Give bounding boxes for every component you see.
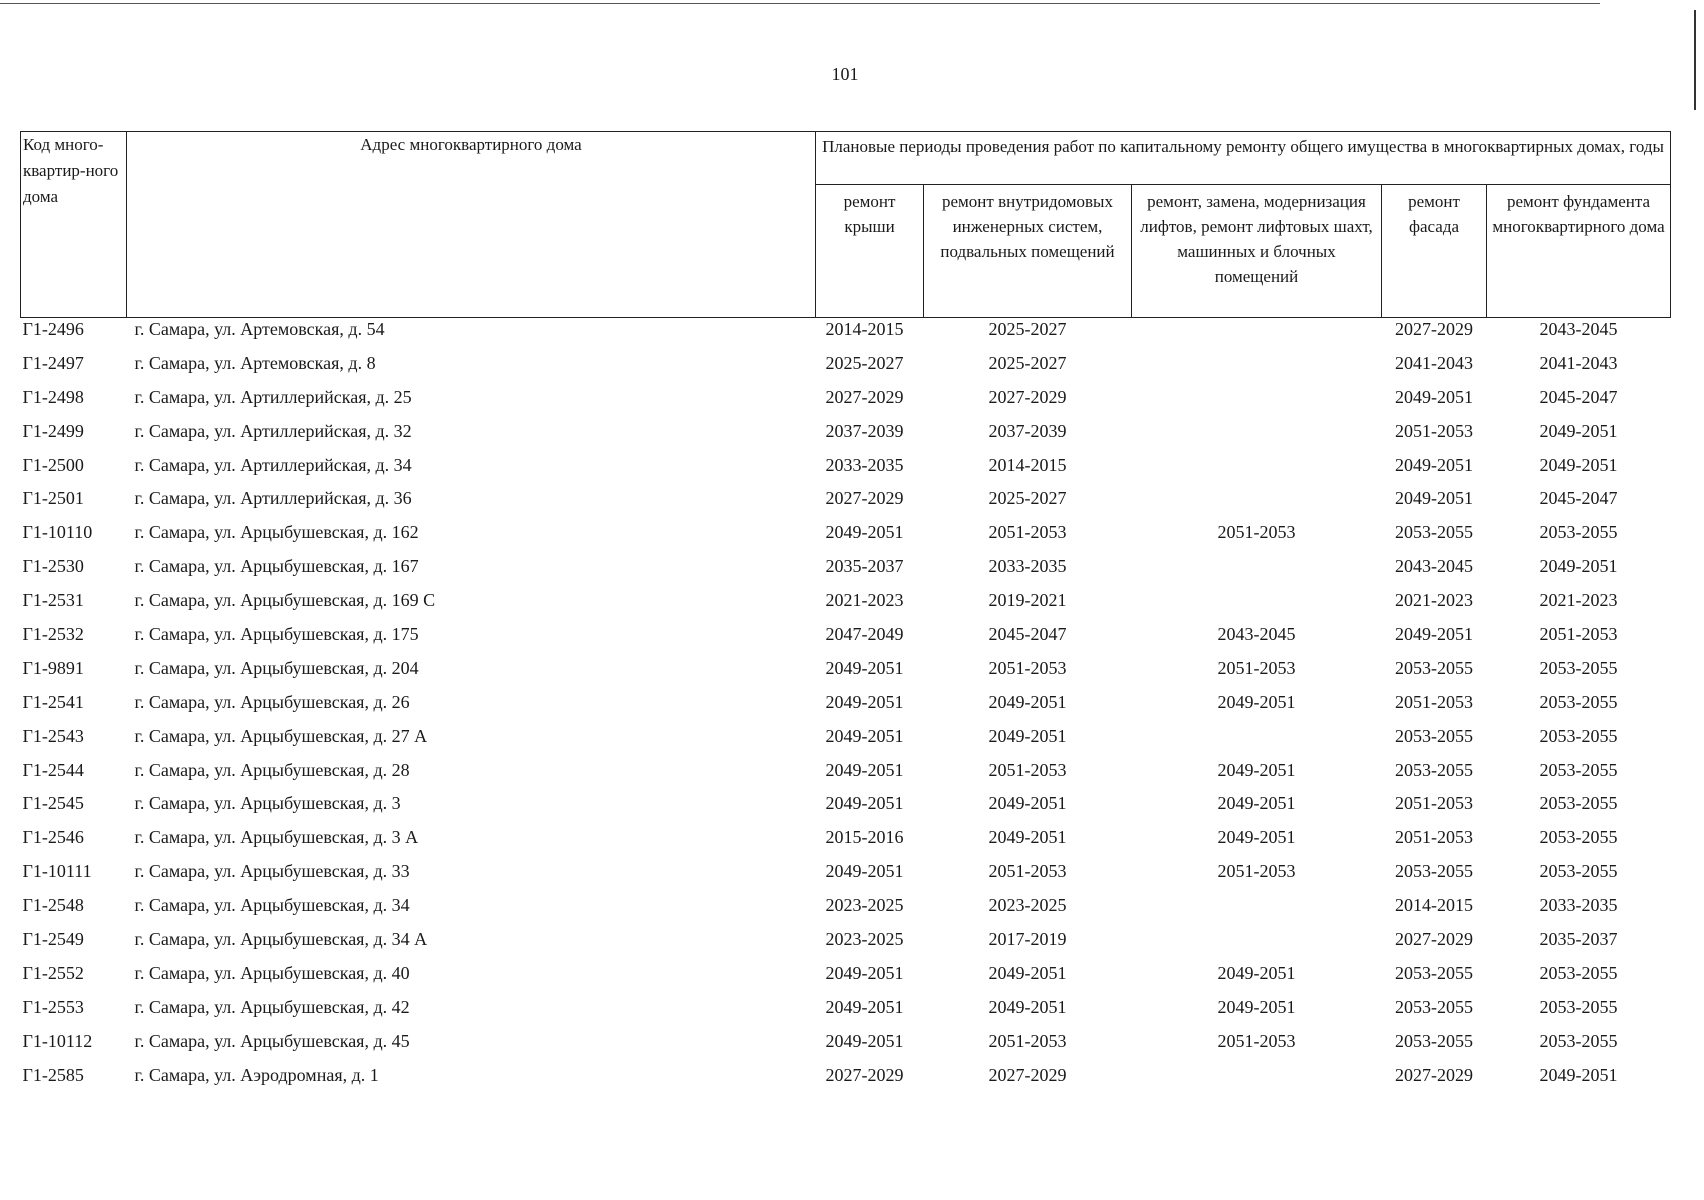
table-row: [21, 487, 1671, 521]
cell-elevators: [1132, 386, 1382, 420]
cell-elevators: 2049-2051: [1217, 793, 1296, 814]
cell-internal-systems: 2051-2053: [988, 522, 1067, 543]
cell-facade: 2021-2023: [1395, 590, 1473, 611]
cell-facade: 2027-2029: [1395, 929, 1473, 950]
cell-address: г. Самара, ул. Арцыбушевская, д. 169 С: [134, 590, 436, 611]
cell-facade: 2051-2053: [1395, 793, 1473, 814]
cell-elevators: 2051-2053: [1217, 1030, 1296, 1051]
cell-foundation: 2043-2045: [1539, 319, 1618, 339]
cell-code: Г1-10111: [22, 861, 92, 882]
cell-foundation: 2053-2055: [1539, 793, 1618, 814]
cell-code: Г1-10112: [22, 1030, 93, 1051]
cell-code: Г1-2552: [22, 962, 84, 983]
cell-foundation: 2021-2023: [1539, 590, 1618, 611]
cell-elevators: 2051-2053: [1217, 522, 1296, 543]
cell-code: Г1-2532: [22, 624, 84, 645]
cell-roof: 2049-2051: [825, 657, 904, 678]
table-row: [21, 1064, 1671, 1098]
table-row: [21, 657, 1671, 691]
header-code: Код много-квартир-ного дома: [21, 132, 127, 318]
cell-internal-systems: 2025-2027: [988, 488, 1067, 509]
cell-code: Г1-10110: [22, 522, 93, 543]
cell-facade: 2014-2015: [1395, 895, 1473, 916]
cell-facade: 2049-2051: [1395, 624, 1473, 645]
cell-roof: 2014-2015: [825, 319, 904, 339]
table-header: [21, 132, 1671, 318]
repair-schedule-table: [20, 131, 1671, 1097]
cell-facade: 2053-2055: [1395, 522, 1473, 543]
cell-facade: 2043-2045: [1395, 556, 1473, 577]
cell-code: Г1-2500: [22, 454, 84, 475]
header-row-top: [21, 132, 1671, 185]
cell-elevators: [1132, 487, 1382, 521]
table-row: [21, 792, 1671, 826]
cell-address: г. Самара, ул. Артемовская, д. 8: [134, 352, 376, 373]
cell-address: г. Самара, ул. Арцыбушевская, д. 3: [134, 793, 401, 814]
table-row: [21, 996, 1671, 1030]
cell-code: Г1-2553: [22, 996, 84, 1017]
cell-elevators: [1132, 454, 1382, 488]
table-row: [21, 454, 1671, 488]
cell-foundation: 2053-2055: [1539, 996, 1618, 1017]
cell-code: Г1-2497: [22, 352, 84, 373]
table-row: [21, 589, 1671, 623]
cell-code: Г1-2530: [22, 556, 84, 577]
cell-internal-systems: 2017-2019: [988, 929, 1067, 950]
cell-foundation: 2049-2051: [1539, 420, 1618, 441]
cell-facade: 2051-2053: [1395, 420, 1473, 441]
table-row: [21, 826, 1671, 860]
cell-internal-systems: 2051-2053: [988, 657, 1067, 678]
cell-foundation: 2053-2055: [1539, 861, 1618, 882]
cell-address: г. Самара, ул. Арцыбушевская, д. 204: [134, 657, 419, 678]
cell-address: г. Самара, ул. Арцыбушевская, д. 28: [134, 759, 410, 780]
cell-roof: 2049-2051: [825, 759, 904, 780]
cell-roof: 2049-2051: [825, 962, 904, 983]
cell-address: г. Самара, ул. Аэродромная, д. 1: [134, 1064, 379, 1085]
cell-address: г. Самара, ул. Артиллерийская, д. 36: [134, 488, 412, 509]
cell-roof: 2015-2016: [825, 827, 904, 848]
cell-elevators: 2043-2045: [1217, 624, 1296, 645]
header-roof: ремонт крыши: [816, 185, 924, 318]
cell-address: г. Самара, ул. Артиллерийская, д. 25: [134, 386, 412, 407]
cell-facade: 2053-2055: [1395, 657, 1473, 678]
cell-internal-systems: 2049-2051: [988, 793, 1067, 814]
cell-internal-systems: 2051-2053: [988, 861, 1067, 882]
cell-address: г. Самара, ул. Артиллерийская, д. 34: [134, 454, 412, 475]
cell-elevators: [1132, 1064, 1382, 1098]
cell-elevators: [1132, 894, 1382, 928]
top-rule: [0, 3, 1600, 4]
cell-elevators: 2051-2053: [1217, 657, 1296, 678]
cell-foundation: 2053-2055: [1539, 657, 1618, 678]
cell-facade: 2049-2051: [1395, 454, 1473, 475]
table-body: [21, 318, 1671, 1098]
cell-facade: 2053-2055: [1395, 962, 1473, 983]
page-number: 101: [831, 64, 859, 84]
cell-code: Г1-2545: [22, 793, 84, 814]
cell-roof: 2037-2039: [825, 420, 904, 441]
cell-address: г. Самара, ул. Арцыбушевская, д. 175: [134, 624, 419, 645]
cell-roof: 2027-2029: [825, 1064, 904, 1085]
cell-internal-systems: 2037-2039: [988, 420, 1067, 441]
table-row: [21, 386, 1671, 420]
cell-internal-systems: 2045-2047: [988, 624, 1067, 645]
table-row: [21, 352, 1671, 386]
scan-edge-mark: [1694, 10, 1696, 110]
cell-code: Г1-2499: [22, 420, 84, 441]
cell-internal-systems: 2025-2027: [988, 352, 1067, 373]
cell-internal-systems: 2027-2029: [988, 386, 1067, 407]
table-row: [21, 623, 1671, 657]
cell-foundation: 2033-2035: [1539, 895, 1618, 916]
cell-internal-systems: 2051-2053: [988, 1030, 1067, 1051]
cell-facade: 2053-2055: [1395, 725, 1473, 746]
cell-roof: 2049-2051: [825, 996, 904, 1017]
cell-internal-systems: 2049-2051: [988, 725, 1067, 746]
cell-facade: 2027-2029: [1395, 319, 1473, 339]
cell-foundation: 2053-2055: [1539, 759, 1618, 780]
cell-foundation: 2053-2055: [1539, 962, 1618, 983]
cell-facade: 2027-2029: [1395, 1064, 1473, 1085]
cell-roof: 2035-2037: [825, 556, 904, 577]
cell-code: Г1-2541: [22, 691, 84, 712]
cell-code: Г1-2498: [22, 386, 84, 407]
cell-foundation: 2035-2037: [1539, 929, 1618, 950]
cell-facade: 2053-2055: [1395, 861, 1473, 882]
cell-roof: 2033-2035: [825, 454, 904, 475]
header-elevators: ремонт, замена, модернизация лифтов, ремонт лифтовых шахт, машинных и блочных помещений: [1132, 185, 1382, 318]
cell-code: Г1-9891: [22, 657, 84, 678]
cell-foundation: 2045-2047: [1539, 386, 1618, 407]
table-row: [21, 691, 1671, 725]
table-row: [21, 420, 1671, 454]
cell-facade: 2041-2043: [1395, 352, 1473, 373]
cell-foundation: 2053-2055: [1539, 691, 1618, 712]
cell-code: Г1-2585: [22, 1064, 84, 1085]
cell-roof: 2025-2027: [825, 352, 904, 373]
cell-elevators: [1132, 725, 1382, 759]
cell-internal-systems: 2049-2051: [988, 691, 1067, 712]
cell-code: Г1-2501: [22, 488, 84, 509]
cell-elevators: [1132, 318, 1382, 352]
cell-address: г. Самара, ул. Арцыбушевская, д. 33: [134, 861, 410, 882]
cell-address: г. Самара, ул. Арцыбушевская, д. 34: [134, 895, 410, 916]
cell-internal-systems: 2049-2051: [988, 962, 1067, 983]
cell-address: г. Самара, ул. Арцыбушевская, д. 162: [134, 522, 419, 543]
cell-foundation: 2049-2051: [1539, 556, 1618, 577]
cell-internal-systems: 2033-2035: [988, 556, 1067, 577]
cell-roof: 2027-2029: [825, 386, 904, 407]
cell-foundation: 2053-2055: [1539, 522, 1618, 543]
cell-elevators: 2049-2051: [1217, 759, 1296, 780]
table-row: [21, 725, 1671, 759]
cell-address: г. Самара, ул. Артемовская, д. 54: [134, 319, 385, 339]
cell-code: Г1-2496: [22, 319, 84, 339]
cell-foundation: 2053-2055: [1539, 725, 1618, 746]
cell-internal-systems: 2027-2029: [988, 1064, 1067, 1085]
table-row: [21, 318, 1671, 352]
cell-code: Г1-2546: [22, 827, 84, 848]
cell-internal-systems: 2019-2021: [988, 590, 1067, 611]
cell-roof: 2047-2049: [825, 624, 904, 645]
cell-roof: 2049-2051: [825, 522, 904, 543]
cell-elevators: [1132, 555, 1382, 589]
cell-foundation: 2045-2047: [1539, 488, 1618, 509]
cell-address: г. Самара, ул. Арцыбушевская, д. 45: [134, 1030, 410, 1051]
cell-roof: 2049-2051: [825, 861, 904, 882]
table-row: [21, 894, 1671, 928]
cell-foundation: 2049-2051: [1539, 1064, 1618, 1085]
header-foundation: ремонт фундамента многоквартирного дома: [1487, 185, 1671, 318]
cell-elevators: [1132, 928, 1382, 962]
cell-internal-systems: 2051-2053: [988, 759, 1067, 780]
cell-foundation: 2049-2051: [1539, 454, 1618, 475]
cell-roof: 2023-2025: [825, 929, 904, 950]
cell-roof: 2049-2051: [825, 691, 904, 712]
cell-facade: 2049-2051: [1395, 386, 1473, 407]
cell-roof: 2049-2051: [825, 793, 904, 814]
cell-code: Г1-2548: [22, 895, 84, 916]
cell-elevators: [1132, 420, 1382, 454]
table-row: [21, 555, 1671, 589]
cell-elevators: 2049-2051: [1217, 962, 1296, 983]
cell-address: г. Самара, ул. Арцыбушевская, д. 3 А: [134, 827, 419, 848]
table-row: [21, 759, 1671, 793]
cell-foundation: 2053-2055: [1539, 1030, 1618, 1051]
table-row: [21, 962, 1671, 996]
cell-address: г. Самара, ул. Арцыбушевская, д. 26: [134, 691, 410, 712]
cell-elevators: 2049-2051: [1217, 827, 1296, 848]
cell-internal-systems: 2014-2015: [988, 454, 1067, 475]
header-address: Адрес многоквартирного дома: [127, 132, 816, 318]
table-row: [21, 860, 1671, 894]
cell-elevators: [1132, 589, 1382, 623]
cell-internal-systems: 2025-2027: [988, 319, 1067, 339]
cell-elevators: [1132, 352, 1382, 386]
cell-foundation: 2053-2055: [1539, 827, 1618, 848]
cell-facade: 2049-2051: [1395, 488, 1473, 509]
header-periods-group: Плановые периоды проведения работ по капитальному ремонту общего имущества в многоквартирных домах, годы: [816, 132, 1671, 185]
cell-address: г. Самара, ул. Арцыбушевская, д. 167: [134, 556, 419, 577]
cell-code: Г1-2544: [22, 759, 84, 780]
cell-internal-systems: 2049-2051: [988, 827, 1067, 848]
cell-address: г. Самара, ул. Арцыбушевская, д. 42: [134, 996, 410, 1017]
cell-code: Г1-2543: [22, 725, 84, 746]
cell-roof: 2049-2051: [825, 725, 904, 746]
cell-roof: 2021-2023: [825, 590, 904, 611]
cell-elevators: 2049-2051: [1217, 691, 1296, 712]
cell-facade: 2051-2053: [1395, 691, 1473, 712]
cell-roof: 2023-2025: [825, 895, 904, 916]
cell-internal-systems: 2049-2051: [988, 996, 1067, 1017]
cell-address: г. Самара, ул. Арцыбушевская, д. 34 А: [134, 929, 428, 950]
cell-foundation: 2051-2053: [1539, 624, 1618, 645]
cell-address: г. Самара, ул. Артиллерийская, д. 32: [134, 420, 412, 441]
table-row: [21, 1030, 1671, 1064]
cell-address: г. Самара, ул. Арцыбушевская, д. 27 А: [134, 725, 428, 746]
cell-elevators: 2049-2051: [1217, 996, 1296, 1017]
cell-roof: 2027-2029: [825, 488, 904, 509]
cell-facade: 2053-2055: [1395, 759, 1473, 780]
cell-address: г. Самара, ул. Арцыбушевская, д. 40: [134, 962, 410, 983]
table-row: [21, 521, 1671, 555]
cell-facade: 2053-2055: [1395, 1030, 1473, 1051]
cell-facade: 2051-2053: [1395, 827, 1473, 848]
header-internal-systems: ремонт внутридомовых инженерных систем, подвальных помещений: [924, 185, 1132, 318]
header-facade: ремонт фасада: [1382, 185, 1487, 318]
cell-facade: 2053-2055: [1395, 996, 1473, 1017]
cell-code: Г1-2549: [22, 929, 84, 950]
table-row: [21, 928, 1671, 962]
cell-elevators: 2051-2053: [1217, 861, 1296, 882]
cell-roof: 2049-2051: [825, 1030, 904, 1051]
cell-foundation: 2041-2043: [1539, 352, 1618, 373]
cell-code: Г1-2531: [22, 590, 84, 611]
cell-internal-systems: 2023-2025: [988, 895, 1067, 916]
